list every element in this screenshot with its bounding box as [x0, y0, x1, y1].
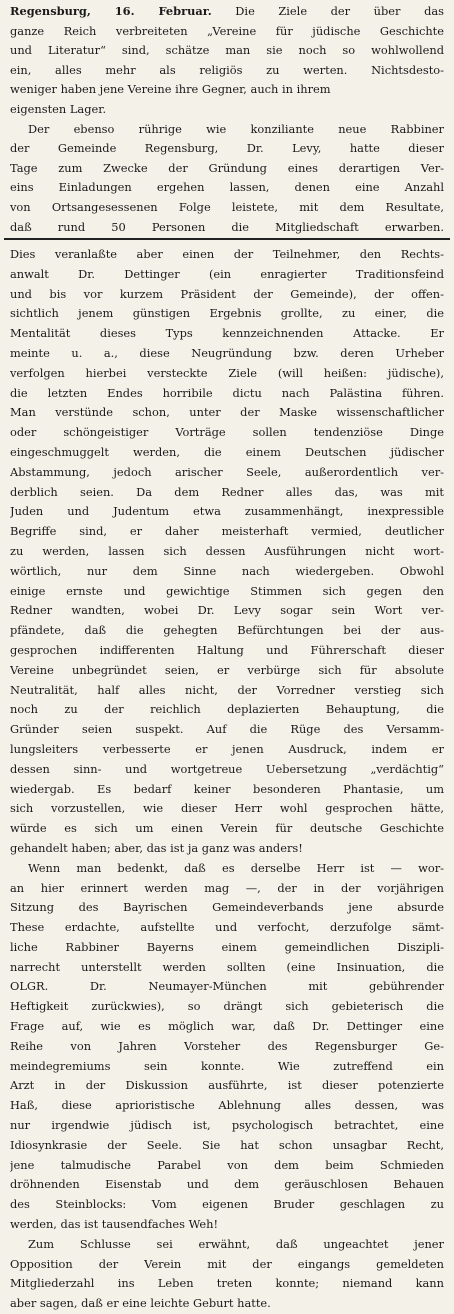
text-line: der Gemeinde Regensburg, Dr. Levy, hatte dieser [10, 141, 444, 156]
text-line: gehandelt haben; aber, das ist ja ganz was anders! [10, 840, 303, 855]
text-line: sich vorzustellen, wie dieser Herr wohl gesprochen hätte, [10, 801, 444, 816]
article-regensburg-report [10, 2, 444, 237]
text-line: Abstammung, jedoch arischer Seele, außerordentlich ver- [10, 464, 444, 479]
text-line: Arzt in der Diskussion ausführte, ist dieser potenzierte [10, 1078, 444, 1093]
text-line: werden, das ist tausendfaches Weh! [10, 1217, 219, 1232]
text-line: ein, alles mehr als religiös zu werten. Nichtsdesto- [10, 62, 444, 77]
text-line: an hier erinnert werden mag —, der in der vorjährigen [10, 880, 444, 895]
text-line: wiedergab. Es bedarf keiner besonderen Phantasie, um [10, 781, 444, 796]
text-line: und Literatur“ sind, schätze man sie noch so wohlwollend [10, 43, 444, 58]
text-line: liche Rabbiner Bayerns einem gemeindlichen Diszipli- [10, 939, 444, 954]
text-line: Zum Schlusse sei erwähnt, daß ungeachtet jener [28, 1236, 444, 1251]
text-line: Mentalität dieses Typs kennzeichnenden Attacke. Er [10, 326, 444, 341]
text-line-continuation: Die Ziele der über das [211, 4, 444, 18]
text-line: aber sagen, daß er eine leichte Geburt hatte. [10, 1296, 271, 1311]
column-divider [4, 238, 450, 240]
text-line: weniger haben jene Vereine ihre Gegner, auch in ihrem [10, 82, 331, 97]
text-line: Frage auf, wie es möglich war, daß Dr. Dettinger eine [10, 1019, 444, 1034]
text-line: anwalt Dr. Dettinger (ein enragierter Traditionsfeind [10, 266, 444, 281]
text-line: meindegremiums sein konnte. Wie zutreffend ein [10, 1058, 444, 1073]
text-line: Heftigkeit zurückwies), so drängt sich gebieterisch die [10, 999, 444, 1014]
text-line: Vereine unbegründet seien, er verbürge sich für absolute [10, 662, 444, 677]
text-line: würde es sich um einen Verein für deutsche Geschichte [10, 821, 444, 836]
text-line: noch zu der reichlich deplazierten Behauptung, die [10, 702, 444, 717]
text-line: Der ebenso rührige wie konziliante neue Rabbiner [28, 121, 444, 136]
text-line: Haß, diese aprioristische Ablehnung alles dessen, was [10, 1098, 444, 1113]
text-line: OLGR. Dr. Neumayer-München mit gebührender [10, 979, 444, 994]
text-line: oder schöngeistiger Vorträge sollen tendenziöse Dinge [10, 425, 444, 440]
text-line: lungsleiters verbesserte er jenen Ausdruck, indem er [10, 741, 444, 756]
text-line: Opposition der Verein mit der eingangs gemeldeten [10, 1256, 444, 1271]
text-line: meinte u. a., diese Neugründung bzw. deren Urheber [10, 345, 444, 360]
text-line: Reihe von Jahren Vorsteher des Regensburger Ge- [10, 1038, 444, 1053]
text-line: pfändete, daß die gehegten Befürchtungen bei der aus- [10, 623, 444, 638]
text-line: Idiosynkrasie der Seele. Sie hat schon unsagbar Recht, [10, 1137, 444, 1152]
text-line: Mitgliederzahl ins Leben treten konnte; niemand kann [10, 1276, 444, 1291]
text-line: Man verstünde schon, unter der Maske wissenschaftlicher [10, 405, 444, 420]
text-line: dröhnenden Eisenstab und dem geräuschlosen Behauen [10, 1177, 444, 1192]
text-line: gesprochen indifferenten Haltung und Führerschaft dieser [10, 642, 444, 657]
text-line: Sitzung des Bayrischen Gemeindeverbands jene absurde [10, 900, 444, 915]
text-line: und bis vor kurzem Präsident der Gemeinde), der offen- [10, 286, 444, 301]
text-line: des Steinblocks: Vom eigenen Bruder geschlagen zu [10, 1197, 444, 1212]
text-line: die letzten Endes horribile dictu nach Palästina führen. [10, 385, 444, 400]
text-line: eigensten Lager. [10, 101, 107, 116]
article-continuation [10, 245, 444, 1314]
text-line: jene talmudische Parabel von dem beim Schmieden [10, 1157, 444, 1172]
text-line: eins Einladungen ergehen lassen, denen eine Anzahl [10, 180, 444, 195]
text-line: verfolgen hierbei versteckte Ziele (will heißen: jüdische), [10, 365, 444, 380]
text-line: wörtlich, nur dem Sinne nach wiedergeben. Obwohl [10, 563, 444, 578]
text-line: Wenn man bedenkt, daß es derselbe Herr ist — wor- [28, 860, 444, 875]
text-line: zu werden, lassen sich dessen Ausführungen nicht wort- [10, 543, 444, 558]
text-line: einige ernste und gewichtige Stimmen sich gegen den [10, 583, 444, 598]
text-line: Neutralität, half alles nicht, der Vorredner verstieg sich [10, 682, 444, 697]
text-line [10, 2, 444, 22]
text-line: nur irgendwie jüdisch ist, psychologisch betrachtet, eine [10, 1118, 444, 1133]
text-line: These erdachte, aufstellte und verfocht, derzufolge sämt- [10, 920, 444, 935]
dateline: Regensburg, 16. Februar. [10, 4, 212, 18]
text-line: Gründer seien suspekt. Auf die Rüge des Versamm- [10, 722, 444, 737]
text-line: Begriffe sind, er daher meisterhaft vermied, deutlicher [10, 524, 444, 539]
text-line: ganze Reich verbreiteten „Vereine für jüdische Geschichte [10, 23, 444, 38]
text-line: derblich seien. Da dem Redner alles das, was mit [10, 484, 444, 499]
text-line: sichtlich jenem günstigen Ergebnis grollte, zu einer, die [10, 306, 444, 321]
text-line: narrecht unterstellt werden sollten (eine Insinuation, die [10, 959, 444, 974]
text-line: Redner wandten, wobei Dr. Levy sogar sein Wort ver- [10, 603, 444, 618]
text-line: dessen sinn- und wortgetreue Uebersetzung „verdächtig“ [10, 761, 444, 776]
text-line: von Ortsangesessenen Folge leistete, mit dem Resultate, [10, 199, 444, 214]
text-line: daß rund 50 Personen die Mitgliedschaft erwarben. [10, 219, 444, 234]
text-line: Tage zum Zwecke der Gründung eines derartigen Ver- [10, 160, 444, 175]
text-line: Dies veranlaßte aber einen der Teilnehmer, den Rechts- [10, 247, 444, 261]
text-line: Juden und Judentum etwa zusammenhängt, inexpressible [10, 504, 444, 519]
text-line: eingeschmuggelt werden, die einem Deutschen jüdischer [10, 444, 444, 459]
